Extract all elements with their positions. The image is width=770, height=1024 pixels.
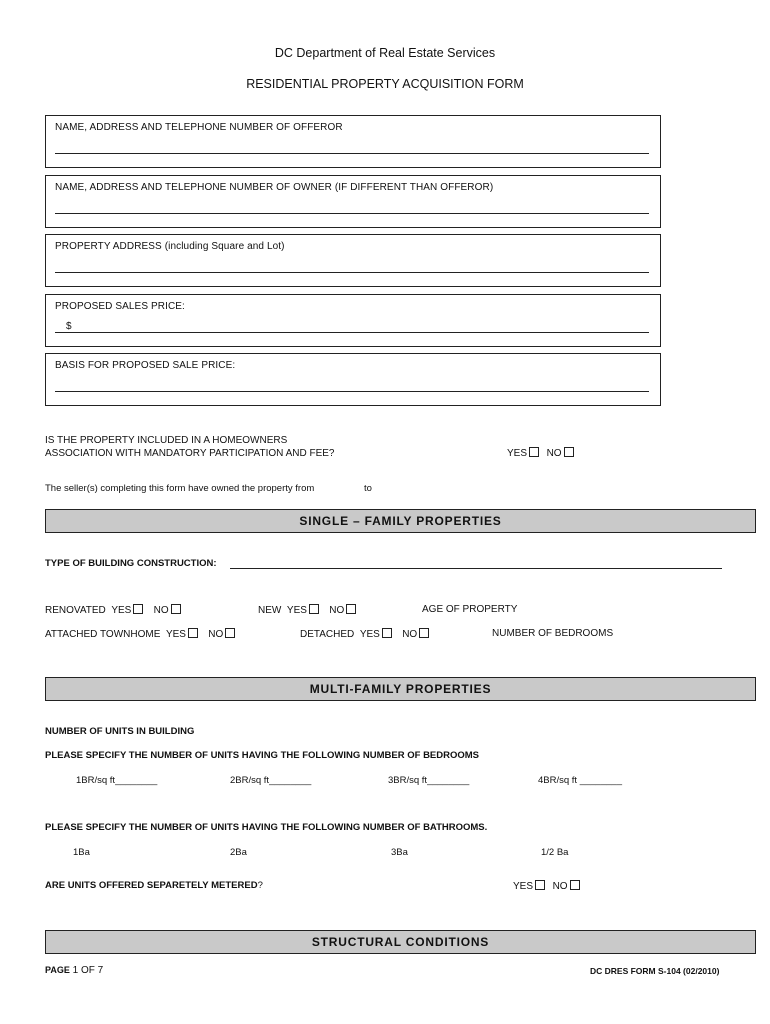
sales-price-label: PROPOSED SALES PRICE: (55, 301, 185, 312)
detached-no-label: NO (402, 629, 418, 640)
hoa-yes-checkbox[interactable] (529, 447, 539, 457)
metered-no-checkbox[interactable] (570, 880, 580, 890)
metered-yes-label: YES (513, 881, 534, 892)
renovated-no-checkbox[interactable] (171, 604, 181, 614)
property-address-field[interactable] (55, 272, 649, 273)
detached-group (300, 628, 431, 640)
ownership-to: to (364, 483, 372, 494)
sales-price-field[interactable] (55, 332, 649, 333)
br-2-field[interactable]: 2BR/sq ft________ (230, 775, 312, 786)
owner-field[interactable] (55, 213, 649, 214)
basis-label: BASIS FOR PROPOSED SALE PRICE: (55, 360, 236, 371)
attached-yes-checkbox[interactable] (188, 628, 198, 638)
renovated-group (45, 604, 183, 616)
owner-box (45, 175, 661, 228)
new-no-label: NO (329, 605, 345, 616)
owner-label: NAME, ADDRESS AND TELEPHONE NUMBER OF OWNER (IF DIFFERENT THAN OFFEROR) (55, 182, 494, 193)
new-yes-checkbox[interactable] (309, 604, 319, 614)
agency-name: DC Department of Real Estate Services (274, 46, 496, 60)
basis-field[interactable] (55, 391, 649, 392)
bathrooms-prompt: PLEASE SPECIFY THE NUMBER OF UNITS HAVING THE FOLLOWING NUMBER OF BATHROOMS. (45, 822, 488, 833)
new-yes-label: YES (286, 605, 307, 616)
property-address-box (45, 234, 661, 287)
detached-no-checkbox[interactable] (419, 628, 429, 638)
construction-label: TYPE OF BUILDING CONSTRUCTION: (45, 558, 217, 569)
ba-half-label: 1/2 Ba (541, 847, 569, 858)
units-in-building-label: NUMBER OF UNITS IN BUILDING (45, 726, 195, 737)
metered-yes-checkbox[interactable] (535, 880, 545, 890)
single-family-heading: SINGLE – FAMILY PROPERTIES (45, 509, 756, 533)
br-1-field[interactable]: 1BR/sq ft________ (76, 775, 158, 786)
hoa-no-label: NO (546, 448, 562, 459)
new-group (258, 604, 358, 616)
hoa-question-line2: ASSOCIATION WITH MANDATORY PARTICIPATION AND FEE? (45, 448, 335, 459)
attached-yes-label: YES (165, 629, 186, 640)
hoa-options (507, 447, 576, 459)
metered-question (45, 880, 263, 891)
form-id: DC DRES FORM S-104 (02/2010) (590, 966, 720, 976)
metered-question-mark: ? (257, 880, 263, 891)
detached-yes-label: YES (359, 629, 380, 640)
detached-label: DETACHED (300, 629, 355, 640)
page-number: 1 OF 7 (69, 965, 104, 976)
form-title: RESIDENTIAL PROPERTY ACQUISITION FORM (246, 77, 524, 91)
construction-row (45, 558, 217, 569)
metered-options (513, 880, 582, 892)
renovated-yes-label: YES (111, 605, 132, 616)
br-4-field[interactable]: 4BR/sq ft ________ (538, 775, 622, 786)
multi-family-heading: MULTI-FAMILY PROPERTIES (45, 677, 756, 701)
attached-group (45, 628, 237, 640)
detached-yes-checkbox[interactable] (382, 628, 392, 638)
property-address-label: PROPERTY ADDRESS (including Square and Lot) (55, 241, 285, 252)
basis-box (45, 353, 661, 406)
new-label: NEW (258, 605, 282, 616)
offeror-field[interactable] (55, 153, 649, 154)
attached-no-checkbox[interactable] (225, 628, 235, 638)
bedrooms-label: NUMBER OF BEDROOMS (492, 628, 614, 639)
ba-1-label: 1Ba (73, 847, 90, 858)
hoa-question-line1: IS THE PROPERTY INCLUDED IN A HOMEOWNERS (45, 435, 288, 446)
structural-heading: STRUCTURAL CONDITIONS (45, 930, 756, 954)
ba-2-label: 2Ba (230, 847, 247, 858)
hoa-yes-label: YES (507, 448, 528, 459)
offeror-box (45, 115, 661, 168)
br-3-field[interactable]: 3BR/sq ft________ (388, 775, 470, 786)
attached-label: ATTACHED TOWNHOME (45, 629, 161, 640)
sales-price-box (45, 294, 661, 347)
renovated-label: RENOVATED (45, 605, 106, 616)
renovated-yes-checkbox[interactable] (133, 604, 143, 614)
ba-3-label: 3Ba (391, 847, 408, 858)
dollar-sign: $ (66, 321, 72, 332)
page-indicator (45, 965, 103, 976)
metered-question-text: ARE UNITS OFFERED SEPARETELY METERED (45, 880, 258, 891)
metered-no-label: NO (552, 881, 568, 892)
renovated-no-label: NO (153, 605, 169, 616)
new-no-checkbox[interactable] (346, 604, 356, 614)
construction-field[interactable] (230, 558, 722, 569)
age-label: AGE OF PROPERTY (422, 604, 518, 615)
offeror-label: NAME, ADDRESS AND TELEPHONE NUMBER OF OFFEROR (55, 122, 343, 133)
attached-no-label: NO (208, 629, 224, 640)
hoa-no-checkbox[interactable] (564, 447, 574, 457)
page-word: PAGE (45, 965, 70, 975)
ownership-text: The seller(s) completing this form have owned the property from (45, 483, 315, 494)
bedrooms-prompt: PLEASE SPECIFY THE NUMBER OF UNITS HAVING THE FOLLOWING NUMBER OF BEDROOMS (45, 750, 480, 761)
